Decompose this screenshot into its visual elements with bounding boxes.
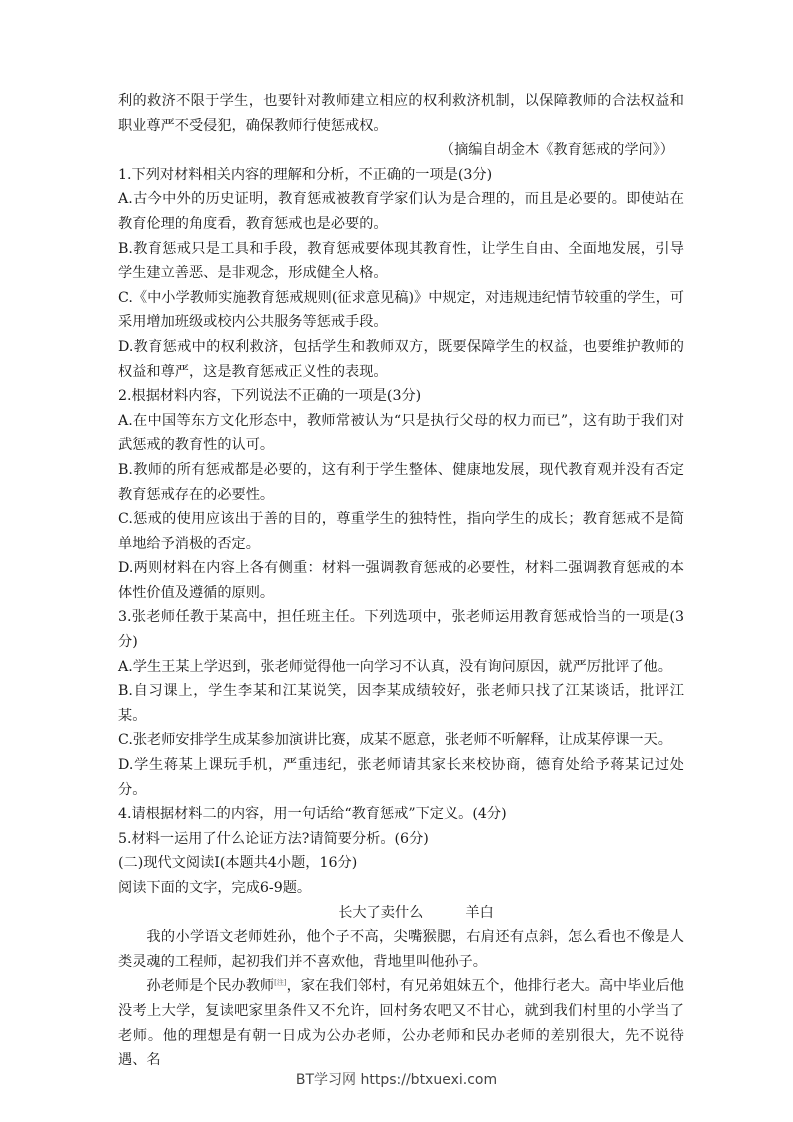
option-b: B.自习课上，学生李某和江某说笑，因李某成绩较好，张老师只找了江某谈话，批评江某。: [118, 683, 684, 724]
question-5: 5.材料一运用了什么论证方法?请简要分析。(6分): [118, 830, 429, 847]
option-a: A.在中国等东方文化形态中，教师常被认为“只是执行父母的权力而已”，这有助于我们对武惩戒的教育性的认可。: [118, 412, 684, 454]
article-paragraph-1: 我的小学语文老师姓孙，他个子不高，尖嘴猴腮，右肩还有点斜，怎么看也不像是人类灵魂的工程师，起初我们并不喜欢他，背地里叫他孙子。: [118, 929, 684, 970]
option-c: C.《中小学教师实施教育惩戒规则(征求意见稿)》中规定，对违规违纪情节较重的学生，可采用增加班级或校内公共服务等惩戒手段。: [118, 289, 684, 331]
option-d: D.教育惩戒中的权利救济，包括学生和教师双方，既要保障学生的权益，也要维护教师的权益和尊严，这是教育惩戒正义性的表现。: [118, 338, 684, 380]
article-title: 长大了卖什么: [338, 904, 424, 921]
question-1: [118, 163, 684, 384]
question-3: [118, 605, 684, 802]
question-4: 4.请根据材料二的内容，用一句话给“教育惩戒”下定义。(4分): [118, 806, 507, 823]
document-page: [118, 89, 684, 1073]
footer-watermark: BT学习网 https://btxuexi.com: [295, 1072, 498, 1088]
article-title-line: [118, 901, 684, 926]
paragraph-text: ，家在我们邻村，有兄弟姐妹五个，他排行老大。高中毕业后他没考上大学，复读吧家里条件又不允许，回村务农吧又不甘心，就到我们村里的小学当了老师。他的理想是有朝一日成为公办老师，公办老师和民办老师的差别很大，先不说待遇、名: [118, 978, 684, 1069]
question-stem: 2.根据材料内容，下列说法不正确的一项是(3分): [118, 388, 422, 405]
question-stem: 3.张老师任教于某高中，担任班主任。下列选项中，张老师运用教育惩戒恰当的一项是(3分): [118, 609, 684, 651]
paragraph-text: 孙老师是个民办教师: [146, 978, 275, 995]
source-citation: （摘编自胡金木《教育惩戒的学问》）: [439, 142, 674, 159]
option-b: B.教育惩戒只是工具和手段，教育惩戒要体现其教育性，让学生自由、全面地发展，引导学生建立善恶、是非观念，形成健全人格。: [118, 240, 684, 282]
option-b: B.教师的所有惩戒都是必要的，这有利于学生整体、健康地发展，现代教育观并没有否定教育惩戒存在的必要性。: [118, 461, 684, 503]
question-stem: 1.下列对材料相关内容的理解和分析，不正确的一项是(3分): [118, 166, 493, 183]
intro-paragraph: 利的救济不限于学生，也要针对教师建立相应的权利救济机制，以保障教师的合法权益和职业尊严不受侵犯，确保教师行使惩戒权。: [118, 93, 684, 134]
footnote-marker: [注]: [274, 978, 287, 987]
option-a: A.学生王某上学迟到，张老师觉得他一向学习不认真，没有询问原因，就严厉批评了他。: [118, 658, 672, 675]
section-heading: (二)现代文阅读Ⅰ(本题共4小题，16分): [118, 855, 358, 872]
article-paragraph-2: [118, 974, 684, 1072]
option-d: D.学生蒋某上课玩手机，严重违纪，张老师请其家长来校协商，德育处给予蒋某记过处分。: [118, 757, 684, 798]
option-d: D.两则材料在内容上各有侧重：材料一强调教育惩戒的必要性，材料二强调教育惩戒的本体性价值及遵循的原则。: [118, 560, 684, 601]
section-instruction: 阅读下面的文字，完成6-9题。: [118, 880, 312, 896]
option-c: C.惩戒的使用应该出于善的目的，尊重学生的独特性，指向学生的成长；教育惩戒不是简单地给予消极的否定。: [118, 511, 684, 552]
question-2: [118, 384, 684, 605]
article-author: 羊白: [465, 904, 494, 921]
option-c: C.张老师安排学生成某参加演讲比赛，成某不愿意，张老师不听解释，让成某停课一天。: [118, 732, 672, 749]
option-a: A.古今中外的历史证明，教育惩戒被教育学家们认为是合理的，而且是必要的。即使站在教育伦理的角度看，教育惩戒也是必要的。: [118, 191, 684, 232]
